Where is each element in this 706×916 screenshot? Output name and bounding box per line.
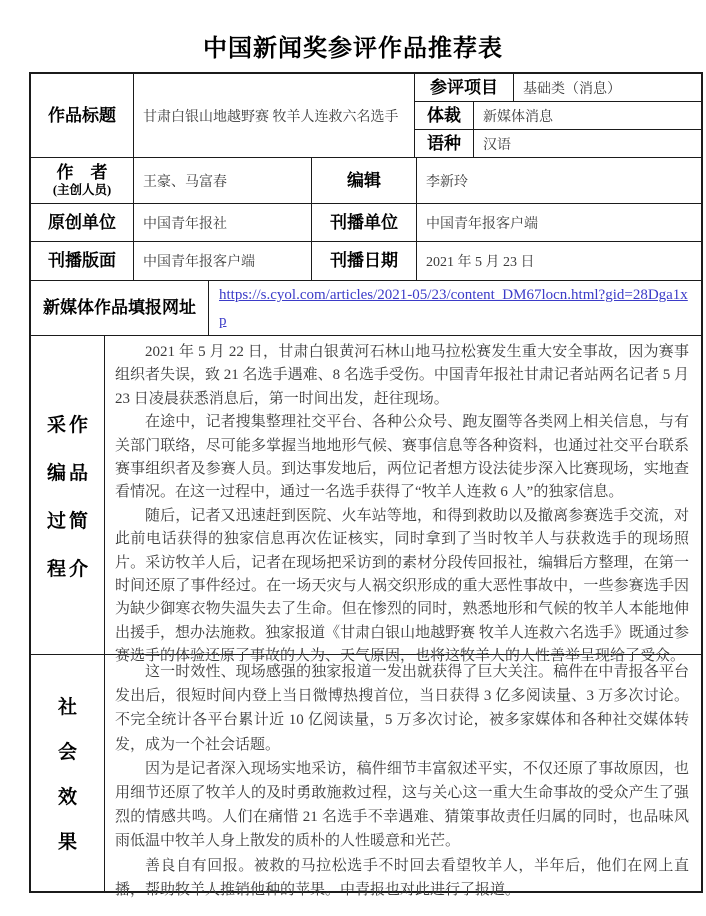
process-intro-label-line: 编品: [46, 462, 91, 484]
row-process-intro: [31, 336, 701, 665]
publish-date-value: 2021 年 5 月 23 日: [426, 255, 535, 270]
entry-category-label: 参评项目: [415, 74, 514, 101]
article-url-link[interactable]: https://s.cyol.com/articles/2021-05/23/content_DM67locn.html?gid=28Dga1xp: [219, 287, 688, 329]
authors-label-main: 作 者: [56, 163, 108, 183]
social-effect-text: [105, 655, 701, 898]
original-unit-value: 中国青年报社: [134, 204, 312, 241]
row-social-effect: [31, 655, 701, 898]
social-effect-label-line: 会: [57, 742, 77, 763]
language-value: 汉语: [483, 137, 511, 153]
publish-unit-label: 刊播单位: [312, 204, 417, 241]
process-paragraph: 在途中，记者搜集整理社交平台、各种公众号、跑友圈等各类网上相关信息，与有关部门联络，尽可能多掌握当地地形气候、赛事信息等各种资料，也通过社交平台联系赛事组织者及参赛人员。到达事发地后，两位记者想方设法徒步深入比赛现场，实地查看情况。在这一过程中，通过一名选手获得了“牧羊人连救 6 人”的独家信息。: [115, 414, 689, 501]
editor-value: 李新玲: [426, 174, 468, 190]
recommendation-form-table: [29, 72, 703, 898]
row-genre: [415, 102, 701, 130]
process-paragraph: 随后，记者又迅速赶到医院、火车站等地，和得到救助以及撤离参赛选手交流，对此前电话获得的独家信息再次佐证核实，同时拿到了当时牧羊人与获救选手的现场照片。采访牧羊人后，记者在现场把采访到的素材分段传回报社，编辑后方整理，在第一时间还原了事件经过。在一场天灾与人祸交织形成的重大恶性事故中，一些参赛选手因为缺少御寒衣物失温失去了生命。但在惨烈的同时，熟悉地形和气候的牧羊人本能地伸出援手，想办法施救。独家报道《甘肃白银山地越野赛 牧羊人连救六名选手》既通过参赛选手的体验还原了事故的人为、天气原因，也将这牧羊人的人性善举呈现给了受众。: [115, 507, 689, 665]
original-unit-label: 原创单位: [31, 204, 134, 241]
row-url: [31, 281, 701, 336]
work-title-value: 甘肃白银山地越野赛 牧羊人连救六名选手: [134, 74, 415, 157]
authors-value: 王豪、马富春: [134, 158, 312, 203]
url-label: 新媒体作品填报网址: [31, 281, 209, 335]
social-effect-label-line: 社: [57, 697, 77, 718]
social-paragraph: 因为是记者深入现场实地采访，稿件细节丰富叙述平实，不仅还原了事故原因，也用细节还原了牧羊人的及时勇敢施救过程，这与关心这一重大生命事故的受众产生了强烈的情感共鸣。人们在痛惜 21 名选手不幸遇难、猜策事故责任归属的同时，也品味风雨低温中牧羊人身上散发的质朴的人性暖意和光芒。: [115, 760, 689, 850]
publish-page-value: 中国青年报客户端: [134, 242, 312, 280]
process-intro-label-line: 采作: [46, 414, 91, 436]
url-value-cell: [209, 281, 701, 335]
row-language: [415, 130, 701, 157]
authors-label: [31, 158, 134, 203]
social-effect-label-line: 效: [57, 787, 77, 808]
process-intro-text: [105, 336, 701, 665]
row-authors-editor: [31, 158, 701, 204]
genre-value: 新媒体消息: [483, 109, 553, 125]
social-paragraph: 这一时效性、现场感强的独家报道一发出就获得了巨大关注。稿件在中青报各平台发出后，很短时间内登上当日微博热搜首位，当日获得 3 亿多阅读量、3 万多次讨论。不完全统计各平台累计近 10 亿阅读量，5 万多次讨论，被多家媒体和各种社交媒体转发，成为一个社会话题。: [115, 664, 689, 753]
process-intro-label-line: 过简: [46, 510, 91, 532]
genre-label: 体裁: [415, 102, 474, 129]
row-page-date: [31, 242, 701, 281]
row-units: [31, 204, 701, 242]
publish-page-label: 刊播版面: [31, 242, 134, 280]
process-intro-label-line: 程介: [46, 558, 91, 580]
process-paragraph: 2021 年 5 月 22 日，甘肃白银黄河石林山地马拉松赛发生重大安全事故，因为赛事组织者失误，致 21 名选手遇难、8 名选手受伤。中国青年报社甘肃记者站两名记者 5 月 23 日凌晨获悉消息后，第一时间出发，赶往现场。: [115, 344, 689, 407]
row-work-title: [31, 74, 701, 158]
publish-date-label: 刊播日期: [312, 242, 417, 280]
language-label: 语种: [415, 130, 474, 157]
row-entry-category: [415, 74, 701, 102]
social-effect-label-line: 果: [57, 832, 77, 853]
social-effect-label: [31, 655, 105, 891]
classification-subtable: [415, 74, 701, 157]
social-paragraph: 善良自有回报。被救的马拉松选手不时回去看望牧羊人，半年后，他们在网上直播，帮助牧羊人推销他种的苹果。中青报也对此进行了报道。: [115, 857, 689, 898]
page-title: 中国新闻奖参评作品推荐表: [203, 36, 503, 62]
authors-label-sub: (主创人员): [52, 183, 112, 198]
process-intro-label: [31, 336, 105, 654]
editor-label: 编辑: [312, 158, 417, 203]
work-title-label: 作品标题: [31, 74, 134, 157]
publish-unit-value: 中国青年报客户端: [426, 216, 538, 232]
entry-category-value: 基础类（消息）: [523, 81, 621, 97]
